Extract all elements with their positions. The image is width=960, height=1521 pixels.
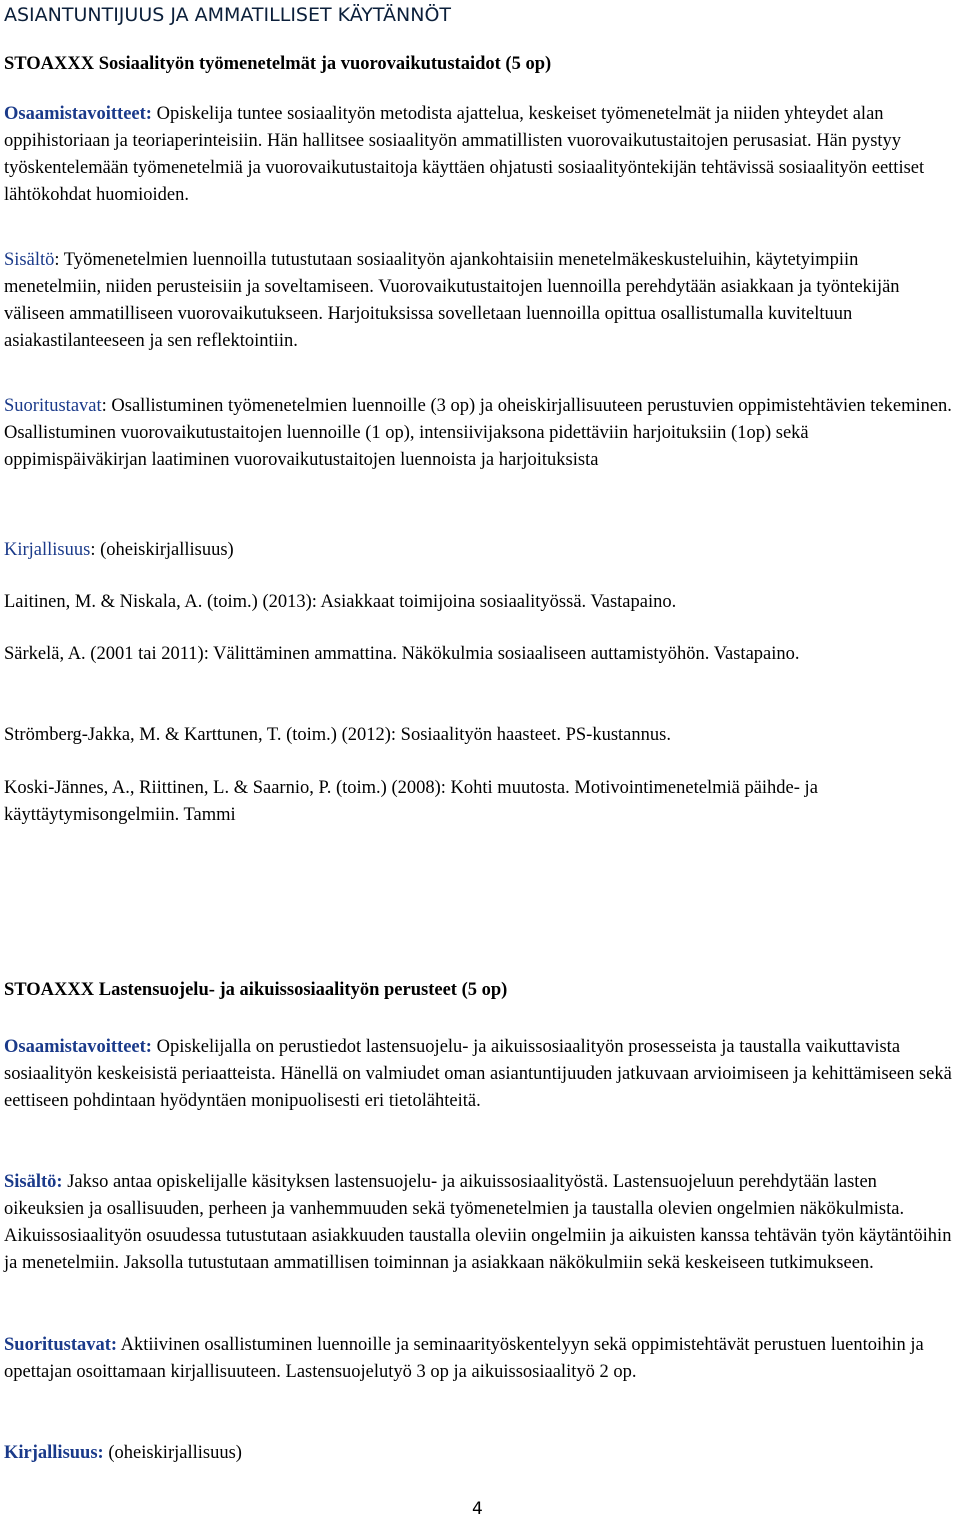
course2-completion-label: Suoritustavat: [4,1335,118,1355]
page-number: 4 [472,1499,483,1519]
course2-objectives [4,1034,954,1115]
course1-objectives-label: Osaamistavoitteet: [4,104,152,124]
course1-completion [4,393,954,474]
course1-literature-label: Kirjallisuus [4,540,91,560]
course1-literature [4,537,954,564]
course2-completion [4,1332,954,1386]
course2-content-label: Sisältö: [4,1172,63,1192]
course2-objectives-label: Osaamistavoitteet: [4,1037,152,1057]
course2-title: STOAXXX Lastensuojelu- ja aikuissosiaalityön perusteet (5 op) [4,980,508,1000]
course2-literature-text: (oheiskirjallisuus) [103,1443,242,1463]
course1-title: STOAXXX Sosiaalityön työmenetelmät ja vuorovaikutustaidot (5 op) [4,54,552,74]
course1-content-label: Sisältö [4,250,55,270]
course1-reference: Särkelä, A. (2001 tai 2011): Välittäminen ammattina. Näkökulmia sosiaaliseen auttamistyöhön. Vastapaino. [4,644,800,664]
course2-content-text: Jakso antaa opiskelijalle käsityksen lastensuojelu- ja aikuissosiaalityöstä. Lastensuojeluun perehdytään lasten oikeuksien ja osallisuuden, perheen ja vanhemmuuden sekä työmenetelmien ja taustalla olevien ongelmien näkökulmista. Aikuissosiaalityön osuudessa tutustutaan asiakkuuden taustalla oleviin ongelmiin ja aikuisten kanssa tehtävän työn käytäntöihin ja menetelmiin. Jaksolla tutustutaan ammatillisen toiminnan ja asiakkaan näkökulmiin sekä keskeiseen tutkimukseen. [4,1172,952,1273]
course1-reference: Laitinen, M. & Niskala, A. (toim.) (2013): Asiakkaat toimijoina sosiaalityössä. Vastapaino. [4,592,677,612]
course2-literature [4,1440,954,1467]
course1-reference: Koski-Jännes, A., Riittinen, L. & Saarnio, P. (toim.) (2008): Kohti muutosta. Motivointimenetelmiä päihde- ja käyttäytymisongelmiin. Tammi [4,778,818,825]
course1-reference: Strömberg-Jakka, M. & Karttunen, T. (toim.) (2012): Sosiaalityön haasteet. PS-kustannus. [4,725,671,745]
course1-completion-label: Suoritustavat [4,396,102,416]
page-header: ASIANTUNTIJUUS JA AMMATILLISET KÄYTÄNNÖT [4,4,452,26]
course1-objectives [4,101,954,209]
course2-literature-label: Kirjallisuus: [4,1443,104,1463]
course2-objectives-text: Opiskelijalla on perustiedot lastensuojelu- ja aikuissosiaalityön prosesseista ja taustalla vaikuttavista sosiaalityön keskeisistä periaatteista. Hänellä on valmiudet oman asiantuntijuuden jatkuvaan arvioimiseen ja kehittämiseen sekä eettiseen pohdintaan hyödyntäen monipuolisesti eri tietolähteitä. [4,1037,952,1111]
course1-content [4,247,954,355]
course1-content-text: : Työmenetelmien luennoilla tutustutaan sosiaalityön ajankohtaisiin menetelmäkeskusteluihin, käytetyimpiin menetelmiin, niiden perusteisiin ja soveltamiseen. Vuorovaikutustaitojen luennoilla perehdytään asiakkaan ja työntekijän väliseen ammatilliseen vuorovaikutukseen. Harjoituksissa sovelletaan luennoilla opittua osallistumalla kuviteltuun asiakastilanteeseen ja sen reflektointiin. [4,250,900,351]
course2-content [4,1169,954,1277]
course1-literature-text: : (oheiskirjallisuus) [90,540,234,560]
course1-objectives-text: Opiskelija tuntee sosiaalityön metodista ajattelua, keskeiset työmenetelmät ja niiden yhteydet alan oppihistoriaan ja teoriaperinteisiin. Hän hallitsee sosiaalityön ammatillisten vuorovaikutustaitojen perusasiat. Hän pystyy työskentelemään työmenetelmiä ja vuorovaikutustaitoja käyttäen ohjatusti sosiaalityöntekijän tehtävissä sosiaalityön eettiset lähtökohdat huomioiden. [4,104,925,205]
course1-completion-text: : Osallistuminen työmenetelmien luennoille (3 op) ja oheiskirjallisuuteen perustuvien oppimistehtävien tekeminen. Osallistuminen vuorovaikutustaitojen luennoille (1 op), intensiivijaksona pidettäviin harjoituksiin (1op) sekä oppimispäiväkirjan laatiminen vuorovaikutustaitojen luennoista ja harjoituksista [4,396,952,470]
course2-completion-text: Aktiivinen osallistuminen luennoille ja seminaarityöskentelyyn sekä oppimistehtävät perustuen luentoihin ja opettajan osoittamaan kirjallisuuteen. Lastensuojelutyö 3 op ja aikuissosiaalityö 2 op. [4,1335,924,1382]
